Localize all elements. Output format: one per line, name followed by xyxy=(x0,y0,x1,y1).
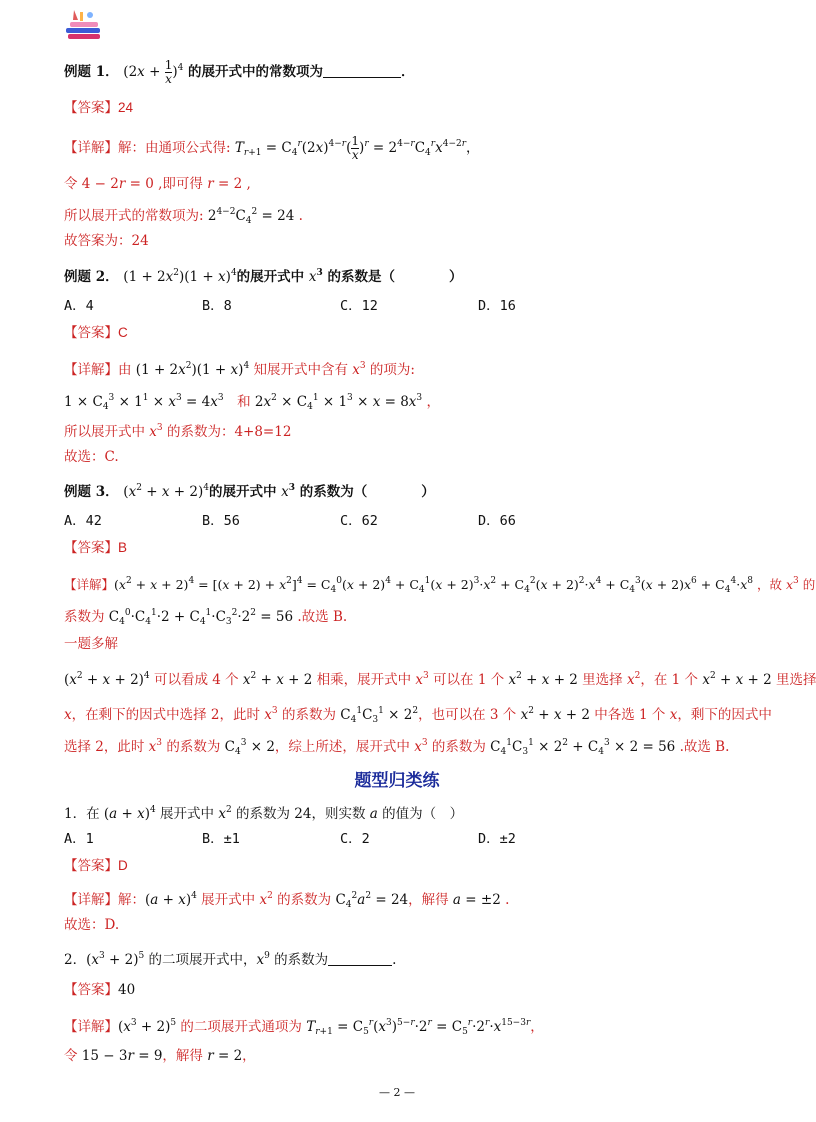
example-3-answer: 【答案】B xyxy=(64,540,128,555)
practice-1-line2: 故选：D. xyxy=(64,917,120,933)
option-c[interactable]: C．62 xyxy=(340,513,378,529)
example-2-line3: 所以展开式中 $x^3$ 的系数为：4+8=12 xyxy=(64,423,292,440)
option-b[interactable]: B．56 xyxy=(202,513,240,529)
example-1-line2: 令 4 − 2r = 0 ,即可得 r = 2 , xyxy=(64,176,251,192)
practice-2-line2: 令 15 − 3r = 9，解得 r = 2， xyxy=(64,1048,256,1064)
option-a[interactable]: A．4 xyxy=(64,298,94,314)
answer-blank xyxy=(323,63,401,78)
example-2-line4: 故选：C. xyxy=(64,449,119,465)
practice-1-answer: 【答案】D xyxy=(64,858,128,873)
answer-blank xyxy=(328,951,392,966)
example-2-detail: 【详解】由 $(1 + 2x^2)(1 + x)^4$ 知展开式中含有 $x^3$ 的项为: xyxy=(64,361,415,378)
example-3-question: 例题 3． $(x^2 + x + 2)^4$的展开式中 $x^3$ 的系数为（ ） xyxy=(64,483,435,500)
option-a[interactable]: A．1 xyxy=(64,831,94,847)
example-2-line2: $1 \times C_4^3 \times 1^1 \times x^3 = 4x^3$ 和 $2x^2 \times C_4^1 \times 1^3 \times x = 8x^3$ ， xyxy=(64,393,440,412)
practice-2-question: 2．$(x^3 + 2)^5$ 的二项展开式中，$x^9$ 的系数为 . xyxy=(64,951,397,968)
option-d[interactable]: D．±2 xyxy=(478,831,516,847)
multi-solution-title: 一题多解 xyxy=(64,636,118,652)
option-b[interactable]: B．±1 xyxy=(202,831,240,847)
practice-2-answer: 【答案】40 xyxy=(64,982,136,998)
option-d[interactable]: D．16 xyxy=(478,298,516,314)
option-a[interactable]: A．42 xyxy=(64,513,102,529)
example-2-question: 例题 2． $(1 + 2x^2)(1 + x)^4$的展开式中 $x^3$ 的系数是（ ） xyxy=(64,268,463,285)
option-c[interactable]: C．2 xyxy=(340,831,370,847)
example-3-detail: 【详解】$(x^2 + x + 2)^4 = [(x + 2) + x^2]^4 = C_4^0(x + 2)^4 + C_4^1(x + 2)^3\cdot x^2 + C_4^2(x + 2)^2\cdot x^4 + C_4^3(x + 2)x^6 + C_4^4\cdot x^8$ ，故 $x^3$ 的 xyxy=(64,576,816,595)
option-d[interactable]: D．66 xyxy=(478,513,516,529)
multi-solution-line1: $(x^2 + x + 2)^4$ 可以看成 4 个 $x^2 + x + 2$ 相乘，展开式中 $x^3$ 可以在 1 个 $x^2 + x + 2$ 里选择 $x^2$，在 1 个 $x^2 + x + 2$ 里选择 xyxy=(64,671,816,688)
section-title: 题型归类练 xyxy=(354,771,440,791)
example-2-answer: 【答案】C xyxy=(64,325,128,340)
example-1-detail: 【详解】解：由通项公式得: $T_{r+1} = C_4^r(2x)^{4-r}$( $\frac{1}{x}$ )$^r = 2^{4-r}C_4^rx^{4-2r}$， xyxy=(64,134,480,162)
option-b[interactable]: B．8 xyxy=(202,298,232,314)
page-number: — 2 — xyxy=(379,1086,415,1099)
practice-2-detail: 【详解】$(x^3 + 2)^5$ 的二项展开式通项为 $T_{r+1} = C_5^r(x^3)^{5-r}\cdot 2^r = C_5^r\cdot 2^r\cdot x^{15-3r}$， xyxy=(64,1018,544,1037)
practice-1-detail: 【详解】解：$(a + x)^4$ 展开式中 $x^2$ 的系数为 $C_4^2a^2 = 24$，解得 a = ±2 . xyxy=(64,891,510,910)
example-1-line4: 故答案为：24 xyxy=(64,233,149,249)
option-c[interactable]: C．12 xyxy=(340,298,378,314)
example-1-question: 例题 1． (2x + $\frac{1}{x}$ )$^4$ 的展开式中的常数项为 ． xyxy=(64,58,415,86)
multi-solution-line2: x，在剩下的因式中选择 2，此时 $x^3$ 的系数为 $C_4^1C_3^1 \times 2^2$，也可以在 3 个 $x^2 + x + 2$ 中各选 1 个 x，剩下的因式中 xyxy=(64,706,772,725)
books-logo-icon xyxy=(64,6,104,42)
practice-1-question: 1．在 $(a + x)^4$ 展开式中 $x^2$ 的系数为 24，则实数 a 的值为（ ） xyxy=(64,805,464,822)
example-1-answer: 【答案】24 xyxy=(64,100,134,115)
example-1-line3: 所以展开式的常数项为: $2^{4-2}C_4^2 = 24$ . xyxy=(64,207,303,226)
multi-solution-line3: 选择 2，此时 $x^3$ 的系数为 $C_4^3 \times 2$，综上所述，展开式中 $x^3$ 的系数为 $C_4^1C_3^1 \times 2^2 + C_4^3 \times 2 = 56$ .故选 B. xyxy=(64,738,730,757)
example-3-line2: 系数为 $C_4^0\cdot C_4^1\cdot 2 + C_4^1\cdot C_3^2\cdot 2^2 = 56$ .故选 B. xyxy=(64,608,348,627)
